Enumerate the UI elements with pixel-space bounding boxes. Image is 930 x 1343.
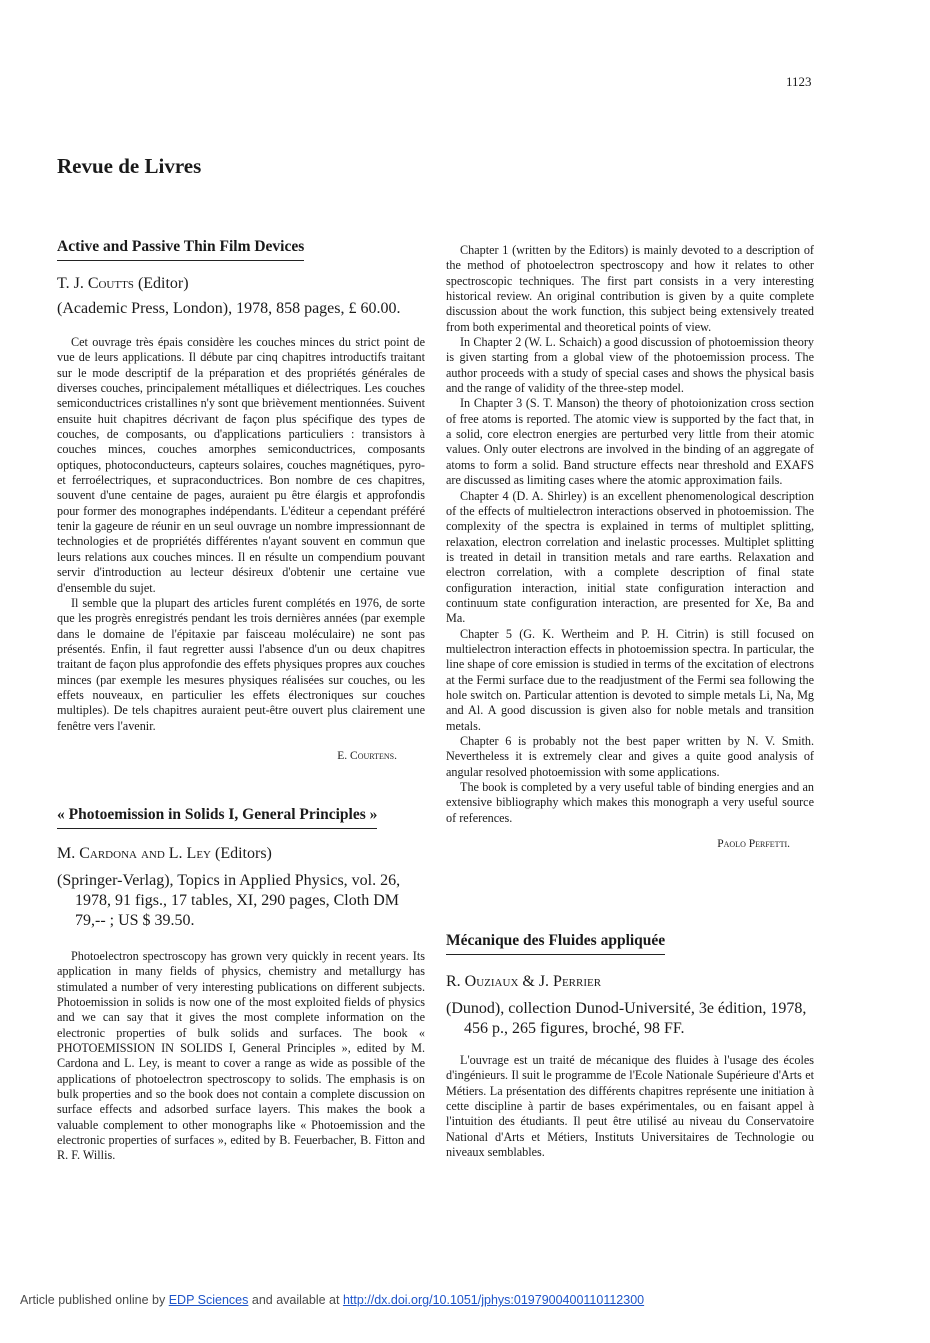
review-2-author-role: (Editors): [215, 844, 272, 862]
review-1-paragraph: Il semble que la plupart des articles furent complétés en 1976, de sorte que les progrès enregistrés pendant les trois dernières années (par exemple dans le domaine de l'épitaxie par faisceau moléculaire) ne sont pas présentés. Enfin, il faut regretter aussi l'absence d'un ou deux chapitres traitant de façon plus approfondie des effets physiques propres aux couches minces (par exemple les mesures physiques réalisées sur couches, ou les effets nouveaux, en particulier les effets électroniques sur couches multiples). De tels chapitres auraient peut-être ouvert plus clairement une fenêtre vers l'avenir.: [57, 595, 425, 733]
review-3: [446, 932, 814, 1160]
doi-link[interactable]: http://dx.doi.org/10.1051/jphys:0197900400110112300: [342, 1293, 645, 1307]
review-3-authors: [446, 973, 814, 991]
review-2-paragraph: Chapter 6 is probably not the best paper written by N. V. Smith. Nevertheless it is extremely clear and gives a quite good analysis of angular resolved photoemission with some applications.: [446, 734, 814, 779]
right-column: [446, 243, 814, 1160]
review-2-paragraph: In Chapter 3 (S. T. Manson) the theory of photoionization cross section of free atoms is reported. The atomic view is supported by the fact that, in a solid, core electron energies are perturbed very little from their atomic values. Only outer electrons are involved in the binding of an aggregate of atoms to form a solid. Band structure effects near threshold and EXAFS are discussed as limiting cases where the atomic approximation fails.: [446, 396, 814, 488]
review-2-signature: Paolo Perfetti.: [717, 838, 790, 851]
review-1-publication: (Academic Press, London), 1978, 858 pages, £ 60.00.: [57, 300, 401, 317]
review-3-title: Mécanique des Fluides appliquée: [446, 932, 665, 955]
review-1-body: [57, 335, 425, 734]
review-1-authors: [57, 275, 425, 293]
review-3-publication: (Dunod), collection Dunod-Université, 3e édition, 1978, 456 p., 265 figures, broché, 98 FF.: [446, 1000, 807, 1038]
review-2-body-left: [57, 949, 425, 1164]
review-2-paragraph: Chapter 1 (written by the Editors) is mainly devoted to a description of the method of photoelectron spectroscopy and how it relates to other spectroscopic techniques. The first part consists in a very interesting historical review. An original contribution is given by a quite complete discussion about the work function, this subject being extensively treated from both experimental and theoretical points of view.: [446, 243, 814, 334]
edp-sciences-link[interactable]: EDP Sciences: [168, 1293, 249, 1307]
review-1-paragraph: Cet ouvrage très épais considère les couches minces du strict point de vue de leurs applications. Il débute par cinq chapitres introductifs traitant sur le mode descriptif de la préparation et des propriétés générales de diverses couches, principalement métalliques et diélectriques. Les couches semiconductrices cristallines n'y sont que brièvement mentionnées. Suivent ensuite huit chapitres décrivant de façon plus spécifique des types de couches, de composants, ou d'applications particuliers : transistors à couches minces, couches amorphes semiconductrices, composants optiques, photoconducteurs, capteurs solaires, couches magnétiques, pyro- et ferroélectriques, et supraconductrices. Bon nombre de ces chapitres, souvent d'une centaine de pages, auraient pu être élargis et approfondis pour former des monographes indépendants. L'éditeur a cependant préféré tenir la gageure de réunir en un seul ouvrage un nombre impressionnant de technologies et de propriétés différentes n'ayant souvent en commun que leurs relations aux couches minces. Il en résulte un compendium pouvant servir d'introduction au lecteur désireux d'obtenir une certaine vue d'ensemble du sujet.: [57, 335, 425, 595]
review-1-title: Active and Passive Thin Film Devices: [57, 238, 304, 261]
page-number: 1123: [786, 74, 812, 89]
review-1-signature: E. Courtens.: [337, 749, 397, 762]
footer-prefix: Article published online by: [20, 1293, 166, 1307]
footer-middle: and available at: [251, 1293, 340, 1307]
review-2-paragraph: Chapter 4 (D. A. Shirley) is an excellent phenomenological description of the effects of multielectron interactions observed in photoemission. The complexity of the spectra is explained in terms of multiplet splitting, relaxation, electron correlation and inelastic processes. Multiplet splitting is treated in detail in transition metals and rare earths. Relaxation and electron correlation, with a complete description of final state configuration interaction, initial state configuration interaction and continuum state configuration interaction, are presented for Xe, Ba and Ma.: [446, 488, 814, 626]
left-column: [57, 238, 425, 1164]
review-2-paragraph: In Chapter 2 (W. L. Schaich) a good discussion of photoemission theory is given starting from a global view of the photoemission process. The author proceeds with a study of special cases and shows the physical basis and the range of validity of the three-step model.: [446, 335, 814, 396]
review-2-paragraph: The book is completed by a very useful table of binding energies and an extensive bibliography which makes this monograph a very useful source of references.: [446, 780, 814, 825]
review-1-author-role: (Editor): [137, 275, 189, 292]
review-2: [57, 806, 425, 1164]
review-2-paragraph: Chapter 5 (G. K. Wertheim and P. H. Citrin) is still focused on multielectron interaction effects in photoemission spectra. In particular, the line shape of core emission is studied in terms of the excitation of electrons at the Fermi surface due to the readjustment of the Fermi sea following the hole switch on. Particular attention is devoted to simple metals Li, Na, Mg and Al. A good discussion is given also for noble metals and transition metals.: [446, 626, 814, 733]
section-title: Revue de Livres: [57, 154, 202, 178]
review-1: [57, 238, 425, 762]
footer: [20, 1293, 644, 1307]
review-1-author-name: T. J. Coutts: [57, 275, 134, 292]
review-2-author-name: M. Cardona and L. Ley: [57, 844, 211, 862]
review-3-paragraph: L'ouvrage est un traité de mécanique des fluides à l'usage des écoles d'ingénieurs. Il suit le programme de l'Ecole Nationale Supérieure d'Arts et Métiers. La présentation des différents chapitres représente une initiation à cette discipline à partir de bases expérimentales, ou en faisant appel à l'intuition des étudiants. Il peut être utilisé au niveau du Conservatoire National d'Arts et Métiers, Instituts Universitaires de Technologie ou niveaux semblables.: [446, 1053, 814, 1160]
review-2-paragraph: Photoelectron spectroscopy has grown very quickly in recent years. Its application in many fields of physics, chemistry and metallurgy has stimulated a number of very interesting publications on different subjects. Photoemission in solids is now one of the most exploited fields of physics and we can say that it gives the most complete information on the electronic properties of bulk solids and surfaces. The book « PHOTOEMISSION IN SOLIDS I, General Principles », edited by M. Cardona and L. Ley, is meant to cover a range as wide as possible of the applications of photoelectron spectroscopy to solids. The emphasis is on bulk properties and so the book does not contain a complete discussion on surface effects and adsorbed surface layers. This makes the book a valuable complement to other monographs like « Photoemission and the electronic properties of surfaces », edited by B. Feuerbacher, B. Fitton and R. F. Willis.: [57, 948, 425, 1163]
review-2-publication: (Springer-Verlag), Topics in Applied Physics, vol. 26, 1978, 91 figs., 17 tables, XI, 290 pages, Cloth DM 79,-- ; US $ 39.50.: [57, 871, 401, 929]
review-3-author-name: R. Ouziaux & J. Perrier: [446, 973, 602, 991]
review-2-title: « Photoemission in Solids I, General Principles »: [57, 806, 377, 829]
review-2-authors: [57, 845, 425, 863]
review-2-body-right: [446, 243, 814, 826]
review-3-body: [446, 1053, 814, 1160]
